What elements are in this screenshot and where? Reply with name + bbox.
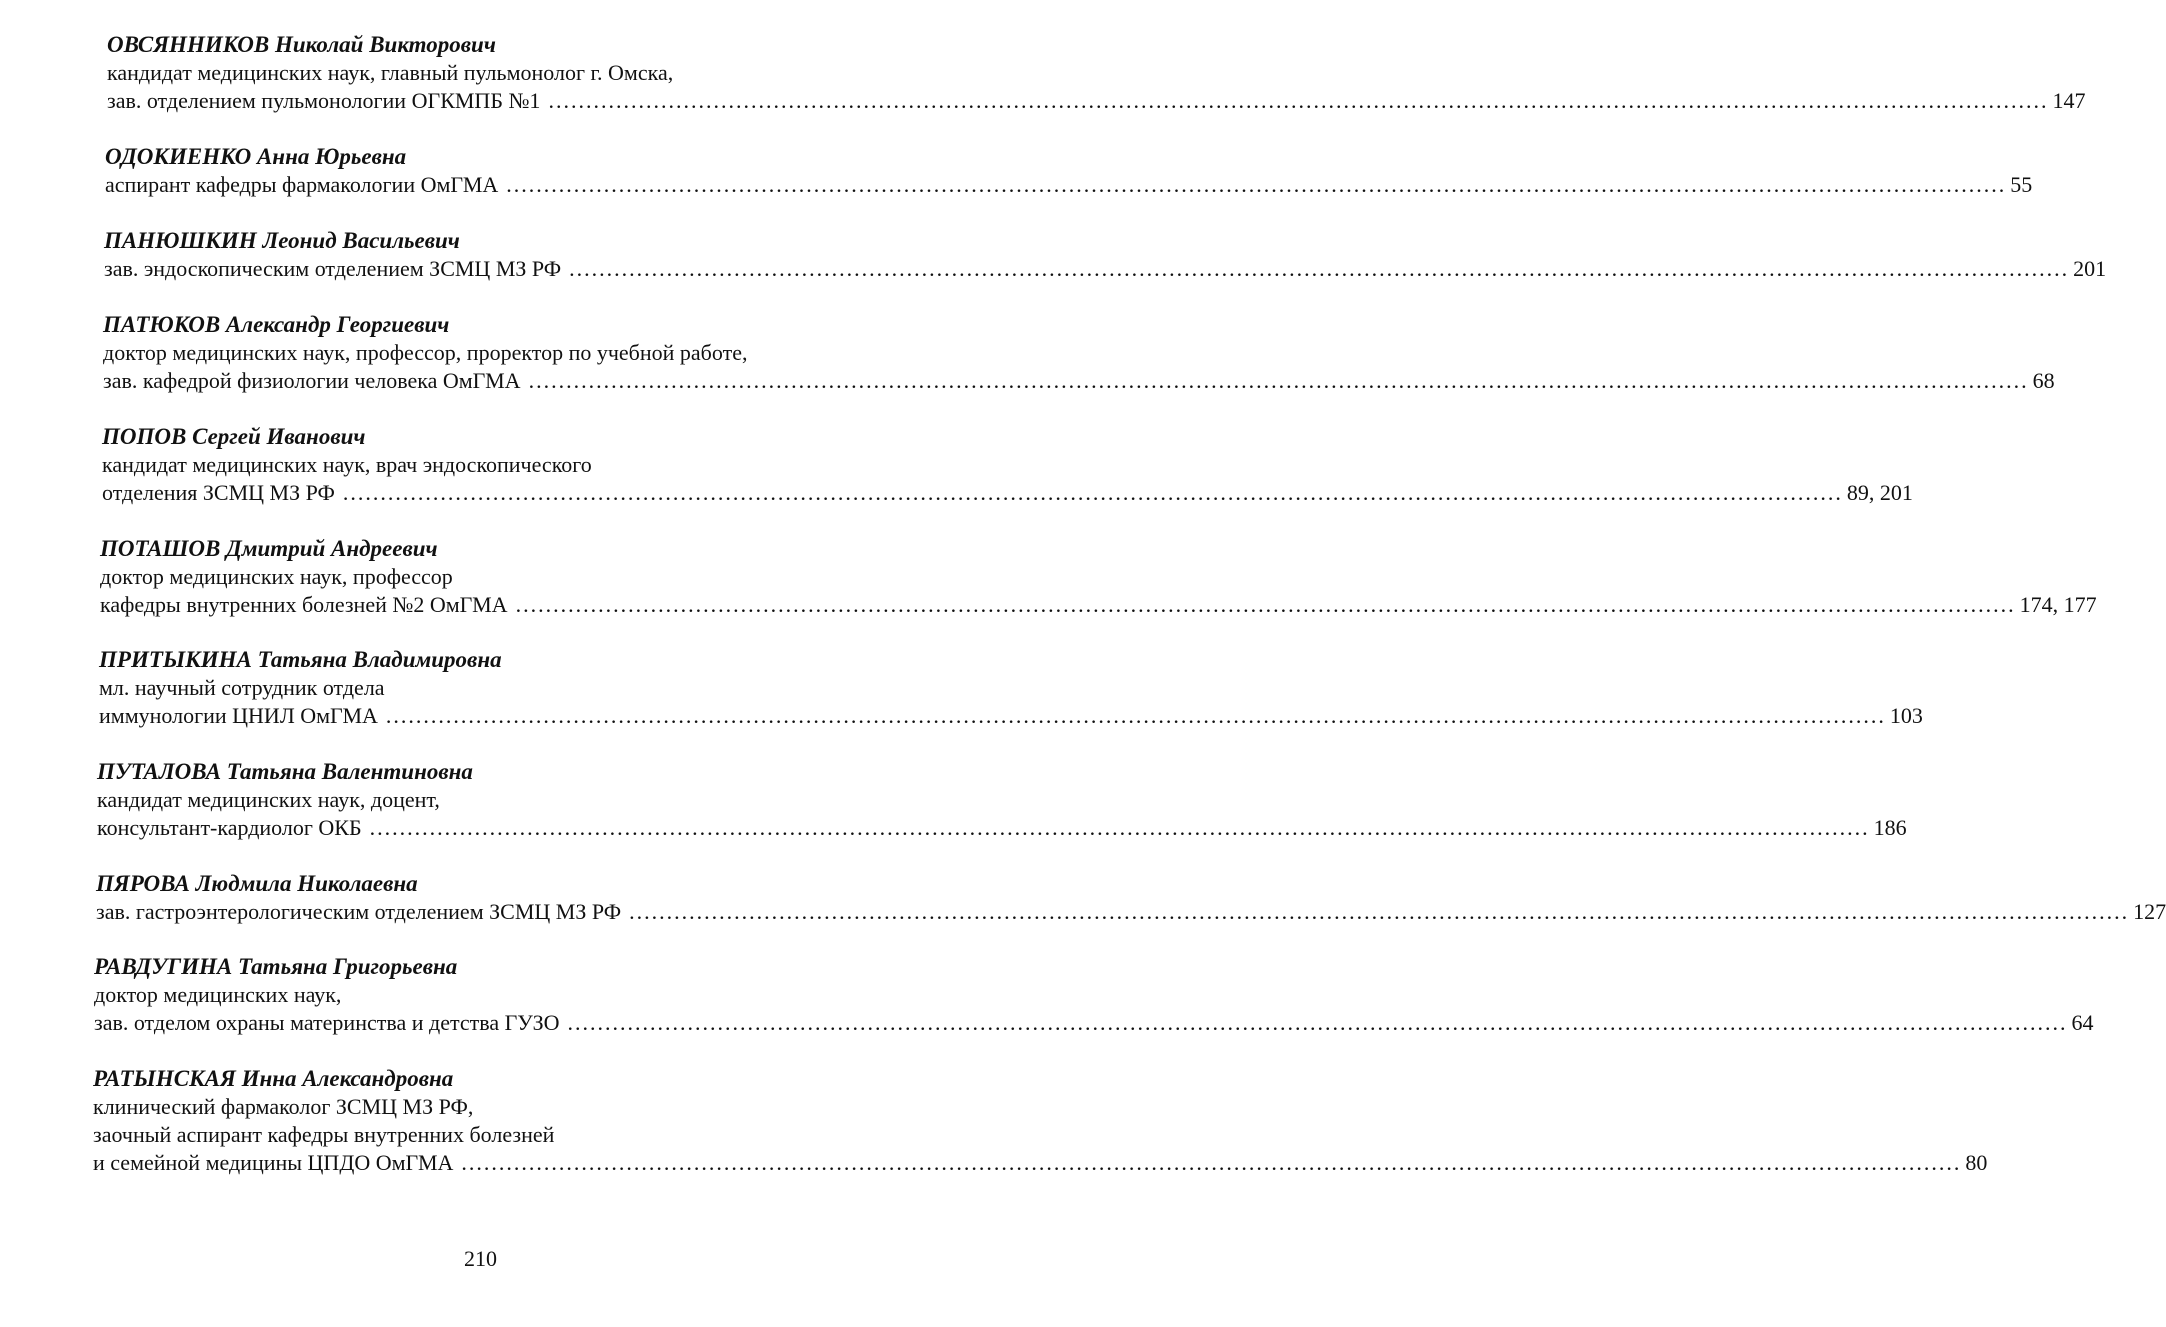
author-affiliation: аспирант кафедры фармакологии ОмГМА	[105, 172, 499, 197]
author-description-last-line	[100, 591, 2097, 619]
author-description-last-line	[105, 171, 2033, 199]
author-description-line: доктор медицинских наук, профессор, проректор по учебной работе,	[103, 340, 748, 365]
author-entry	[93, 1065, 1988, 1177]
author-affiliation: консультант-кардиолог ОКБ	[97, 815, 362, 840]
author-entry	[104, 227, 2107, 283]
author-description-last-line	[104, 255, 2107, 283]
author-entry	[102, 423, 1913, 507]
author-description-line: доктор медицинских наук, профессор	[100, 564, 453, 589]
page-reference: 103	[1889, 703, 1923, 728]
author-given-names: Людмила Николаевна	[189, 871, 418, 896]
author-surname: ПЯРОВА	[96, 871, 190, 896]
author-entry	[94, 953, 2094, 1037]
page-reference: 147	[2052, 88, 2086, 113]
page-reference: 201	[2073, 256, 2107, 281]
page-reference: 174, 177	[2019, 592, 2097, 617]
author-description-last-line	[96, 898, 2166, 926]
author-entry	[97, 758, 1907, 842]
author-given-names: Инна Александровна	[235, 1066, 454, 1091]
author-name	[97, 758, 863, 786]
author-surname: РАВДУГИНА	[94, 954, 233, 979]
page-reference: 80	[1965, 1150, 1988, 1175]
page-reference: 55	[2010, 172, 2033, 197]
page-number: 210	[464, 1246, 497, 1271]
author-name	[104, 227, 866, 255]
page-reference: 64	[2071, 1010, 2094, 1035]
leader-dots: ........................................................................................................................................................................................................	[548, 88, 2049, 113]
author-name	[102, 423, 864, 451]
author-name	[105, 143, 867, 171]
author-given-names: Татьяна Григорьевна	[232, 954, 458, 979]
author-description-last-line	[94, 1009, 2094, 1037]
author-surname: ПРИТЫКИНА	[99, 647, 252, 672]
author-affiliation: зав. кафедрой физиологии человека ОмГМА	[103, 368, 521, 393]
page-reference: 89, 201	[1846, 480, 1913, 505]
leader-dots: ........................................................................................................................................................................................................	[567, 1010, 2068, 1035]
author-given-names: Татьяна Валентиновна	[221, 759, 473, 784]
author-surname: ОДОКИЕНКО	[105, 144, 252, 169]
author-name	[93, 1065, 862, 1093]
leader-dots: ........................................................................................................................................................................................................	[342, 480, 1843, 505]
author-description-last-line	[93, 1149, 1988, 1177]
author-given-names: Александр Георгиевич	[220, 312, 450, 337]
author-description-line: кандидат медицинских наук, главный пульмонолог г. Омска,	[107, 60, 674, 85]
author-description-last-line	[97, 814, 1907, 842]
page-reference: 127	[2133, 899, 2166, 924]
author-description-line: мл. научный сотрудник отдела	[99, 675, 385, 700]
author-name	[107, 31, 867, 59]
author-given-names: Николай Викторович	[269, 32, 496, 57]
author-affiliation: кафедры внутренних болезней №2 ОмГМА	[100, 592, 508, 617]
author-description-last-line	[103, 367, 2055, 395]
author-name	[99, 646, 865, 674]
page-reference: 186	[1873, 815, 1907, 840]
author-surname: ПОПОВ	[102, 424, 187, 449]
author-given-names: Татьяна Владимировна	[251, 647, 502, 672]
page-reference: 68	[2032, 368, 2055, 393]
author-affiliation: зав. отделом охраны материнства и детства ГУЗО	[94, 1010, 560, 1035]
leader-dots: ........................................................................................................................................................................................................	[385, 703, 1886, 728]
author-surname: ПОТАШОВ	[100, 536, 221, 561]
author-description-line: кандидат медицинских наук, врач эндоскопического	[102, 452, 592, 477]
author-given-names: Леонид Васильевич	[256, 228, 460, 253]
author-affiliation: зав. эндоскопическим отделением ЗСМЦ МЗ РФ	[104, 256, 562, 281]
author-name	[96, 870, 863, 898]
leader-dots: ........................................................................................................................................................................................................	[506, 172, 2007, 197]
author-affiliation: зав. гастроэнтерологическим отделением ЗСМЦ МЗ РФ	[96, 899, 622, 924]
author-surname: РАТЫНСКАЯ	[93, 1066, 236, 1091]
leader-dots: ........................................................................................................................................................................................................	[461, 1150, 1962, 1175]
author-name	[103, 311, 867, 339]
author-affiliation: и семейной медицины ЦПДО ОмГМА	[93, 1150, 454, 1175]
author-affiliation: зав. отделением пульмонологии ОГКМПБ №1	[107, 88, 541, 113]
author-entry	[105, 143, 2033, 199]
leader-dots: ........................................................................................................................................................................................................	[369, 815, 1870, 840]
author-description-last-line	[107, 87, 2086, 115]
author-affiliation: отделения ЗСМЦ МЗ РФ	[102, 480, 335, 505]
leader-dots: ........................................................................................................................................................................................................	[569, 256, 2070, 281]
author-entry	[100, 535, 2097, 619]
author-surname: ПАНЮШКИН	[104, 228, 257, 253]
author-entry	[107, 31, 2086, 115]
author-given-names: Дмитрий Андреевич	[220, 536, 438, 561]
author-description-last-line	[102, 479, 1913, 507]
author-surname: ПУТАЛОВА	[97, 759, 222, 784]
author-description-line: кандидат медицинских наук, доцент,	[97, 787, 440, 812]
author-description-last-line	[99, 702, 1923, 730]
author-entry	[99, 646, 1923, 730]
author-entry	[103, 311, 2055, 395]
author-surname: ПАТЮКОВ	[103, 312, 221, 337]
author-description-line: доктор медицинских наук,	[94, 982, 342, 1007]
author-name	[100, 535, 866, 563]
author-description-line: клинический фармаколог ЗСМЦ МЗ РФ,	[93, 1094, 474, 1119]
leader-dots: ........................................................................................................................................................................................................	[515, 592, 2016, 617]
author-affiliation: иммунологии ЦНИЛ ОмГМА	[99, 703, 378, 728]
author-name	[94, 953, 861, 981]
author-surname: ОВСЯННИКОВ	[107, 32, 270, 57]
author-description-line: заочный аспирант кафедры внутренних болезней	[93, 1122, 555, 1147]
leader-dots: ........................................................................................................................................................................................................	[629, 899, 2130, 924]
author-given-names: Анна Юрьевна	[251, 144, 407, 169]
leader-dots: ........................................................................................................................................................................................................	[528, 368, 2029, 393]
author-given-names: Сергей Иванович	[186, 424, 366, 449]
author-entry	[96, 870, 2166, 926]
